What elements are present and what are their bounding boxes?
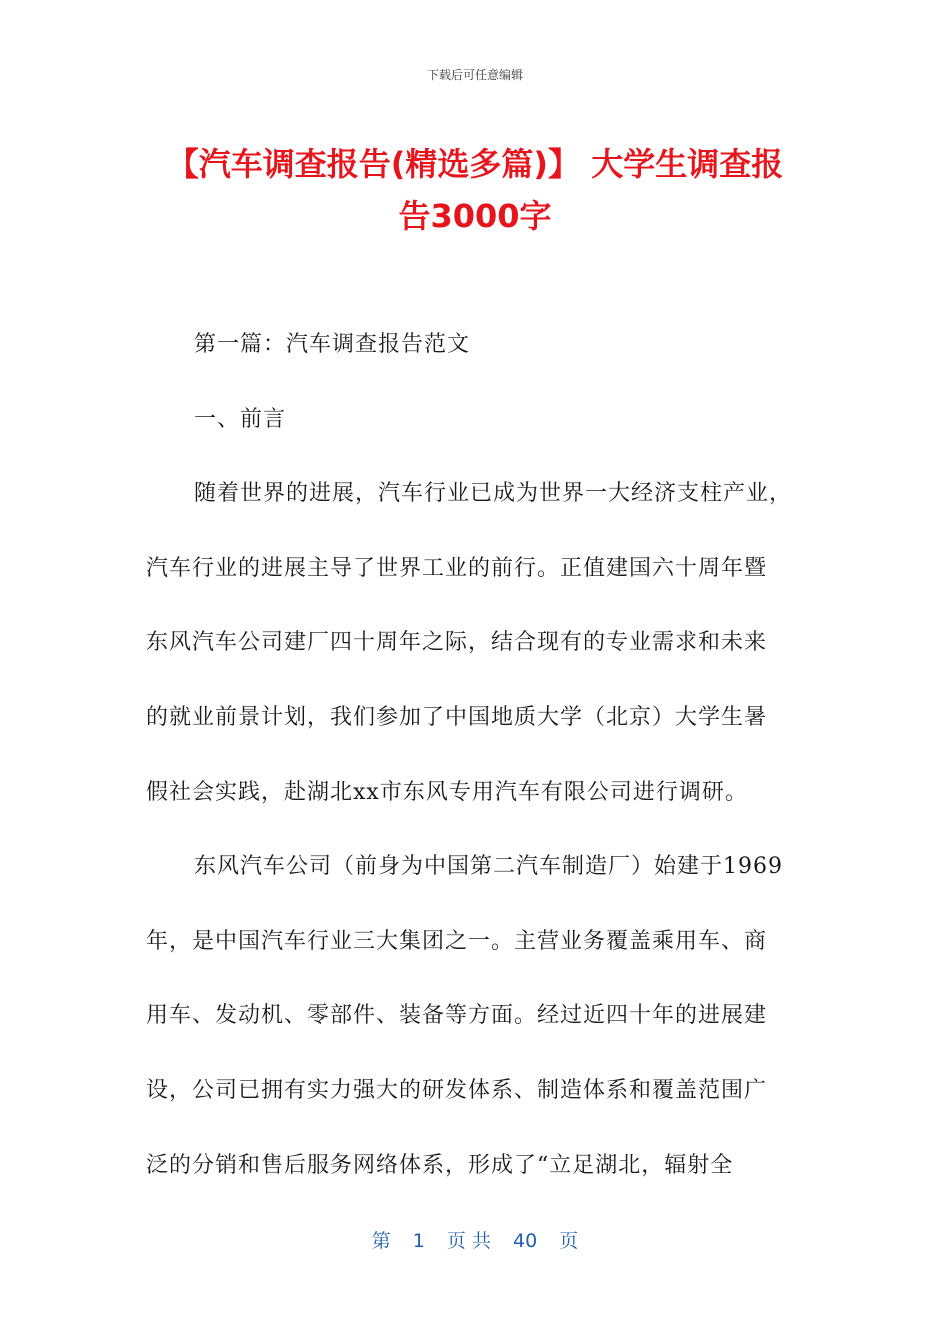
paragraph-line: 的就业前景计划，我们参加了中国地质大学（北京）大学生暑 [146, 704, 768, 730]
page-prefix: 第 [371, 1230, 391, 1252]
header-note: 下载后可任意编辑 [426, 68, 523, 82]
title-line-2: 告3000字 [398, 197, 552, 235]
document-title [145, 138, 805, 242]
page-middle: 页 共 [446, 1230, 491, 1252]
subsection-heading: 一、前言 [194, 406, 287, 432]
paragraph-line: 随着世界的进展，汽车行业已成为世界一大经济支柱产业， [194, 481, 793, 507]
page-suffix: 页 [559, 1230, 579, 1252]
paragraph-line: 泛的分销和售后服务网络体系，形成了“立足湖北，辐射全 [146, 1152, 734, 1178]
paragraph-line: 汽车行业的进展主导了世界工业的前行。正值建国六十周年暨 [146, 555, 768, 581]
page-footer [0, 1226, 950, 1253]
total-pages: 40 [513, 1230, 538, 1252]
paragraph-line: 假社会实践，赴湖北xx市东风专用汽车有限公司进行调研。 [146, 779, 748, 805]
section-heading: 第一篇：汽车调查报告范文 [194, 332, 471, 357]
document-body [146, 320, 806, 1215]
paragraph-line: 用车、发动机、零部件、装备等方面。经过近四十年的进展建 [146, 1003, 768, 1029]
paragraph-line: 年，是中国汽车行业三大集团之一。主营业务覆盖乘用车、商 [146, 928, 768, 954]
paragraph-line: 东风汽车公司建厂四十周年之际，结合现有的专业需求和未来 [146, 630, 768, 656]
title-line-1: 【汽车调查报告(精选多篇)】 大学生调查报 [166, 145, 784, 183]
paragraph-line: 东风汽车公司（前身为中国第二汽车制造厂）始建于1969 [194, 854, 783, 880]
paragraph-line: 设，公司已拥有实力强大的研发体系、制造体系和覆盖范围广 [146, 1077, 768, 1103]
current-page-number: 1 [412, 1230, 425, 1252]
